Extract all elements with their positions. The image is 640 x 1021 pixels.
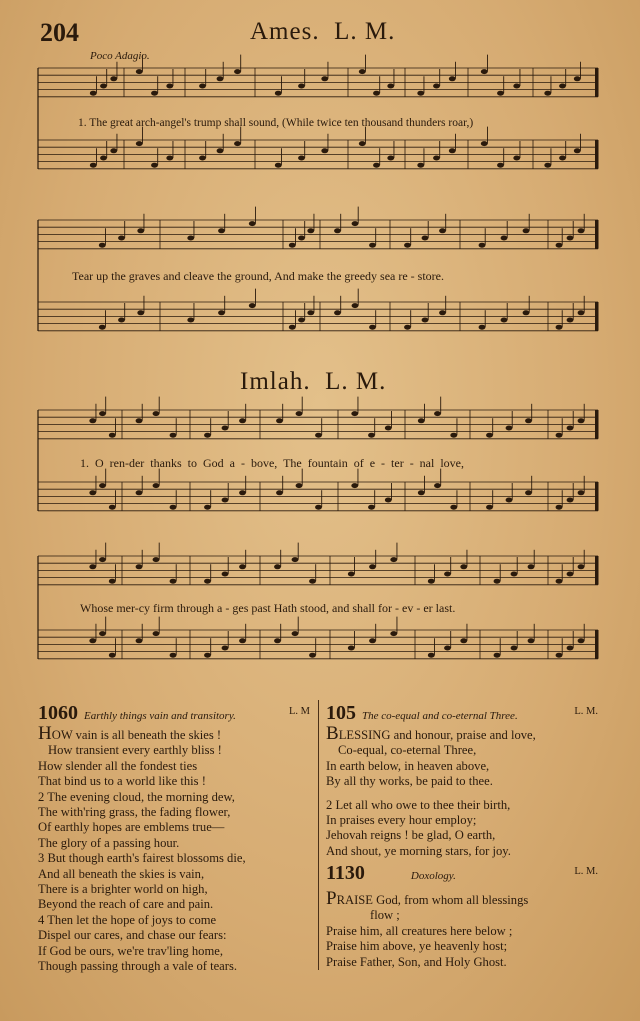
drop-cap: B [326,723,339,744]
hymn-105-text: BLESSING and honour, praise and love, Co-equal, co-eternal Three, In earth below, in heaven above, By all thy works, be paid to thee. 2 Let all who owe to thee their birth, In praises every hour employ; Jehovah reigns ! be glad, O earth, And shout, ye morning stars, for joy. [326,723,536,858]
hymn-number: 1130 [326,862,365,884]
hymn-subtitle: The co-equal and co-eternal Three. [362,710,518,722]
staff-ames-2-bass [38,289,598,331]
drop-cap: H [38,723,52,744]
hymn-1060-text: HOW vain is all beneath the skies ! How transient every earthly bliss ! How slender all the fondest ties That bind us to a world like this ! 2 The evening cloud, the morning dew, The with'ring grass, the fading flower, Of earthly hopes are emblems true— The glory of a passing hour. 3 But though earth's fairest blossoms die, And all beneath the skies is vain, There is a brighter world on high, Beyond the reach of care and pain. 4 Then let the hope of joys to come Dispel our cares, and chase our fears: If God be ours, we're trav'ling home, Though passing through a vale of tears. [38,723,246,974]
staff-imlah-2-bass [38,617,598,659]
staff-ames-2-treble [38,207,598,249]
hymn-105-header [326,702,598,725]
tune-title-ames: Ames. L. M. [250,18,396,45]
staff-imlah-1-bass [38,469,598,511]
hymn-meter: L. M. [574,866,598,877]
tune-title-imlah: Imlah. L. M. [240,368,387,395]
staff-imlah-1-treble [38,397,598,439]
drop-cap: P [326,888,337,909]
hymn-1060-header [38,702,310,725]
hymn-number: 1060 [38,702,78,724]
hymn-number: 105 [326,702,356,724]
hymn-1130-text: PRAISE God, from whom all blessings flow ; Praise him, all creatures here below ; Praise him above, ye heavenly host; Praise Father, Son, and Holy Ghost. [326,888,529,969]
staff-ames-1-treble [38,55,598,97]
page-number: 204 [40,18,79,47]
hymn-1130-header [326,862,598,885]
imlah-lyric-line-2: Whose mer-cy firm through a - ges past Hath stood, and shall for - ev - er last. [80,601,456,615]
hymn-subtitle: Earthly things vain and transitory. [84,710,236,722]
hymn-meter: L. M. [574,706,598,717]
tempo-marking: Poco Adagio. [90,50,150,62]
staff-ames-1-bass [38,127,598,169]
hymn-meter: L. M [289,706,310,717]
ames-lyric-line-2: Tear up the graves and cleave the ground, And make the greedy sea re - store. [72,269,445,283]
imlah-lyric-line-1: 1. O ren-der thanks to God a - bove, The fountain of e - ter - nal love, [80,456,465,470]
hymn-subtitle: Doxology. [410,870,456,882]
column-divider [318,700,319,970]
staff-imlah-2-treble [38,543,598,585]
ames-lyric-line-1: 1. The great arch-angel's trump shall sound, (While twice ten thousand thunders roar,) [78,117,474,129]
